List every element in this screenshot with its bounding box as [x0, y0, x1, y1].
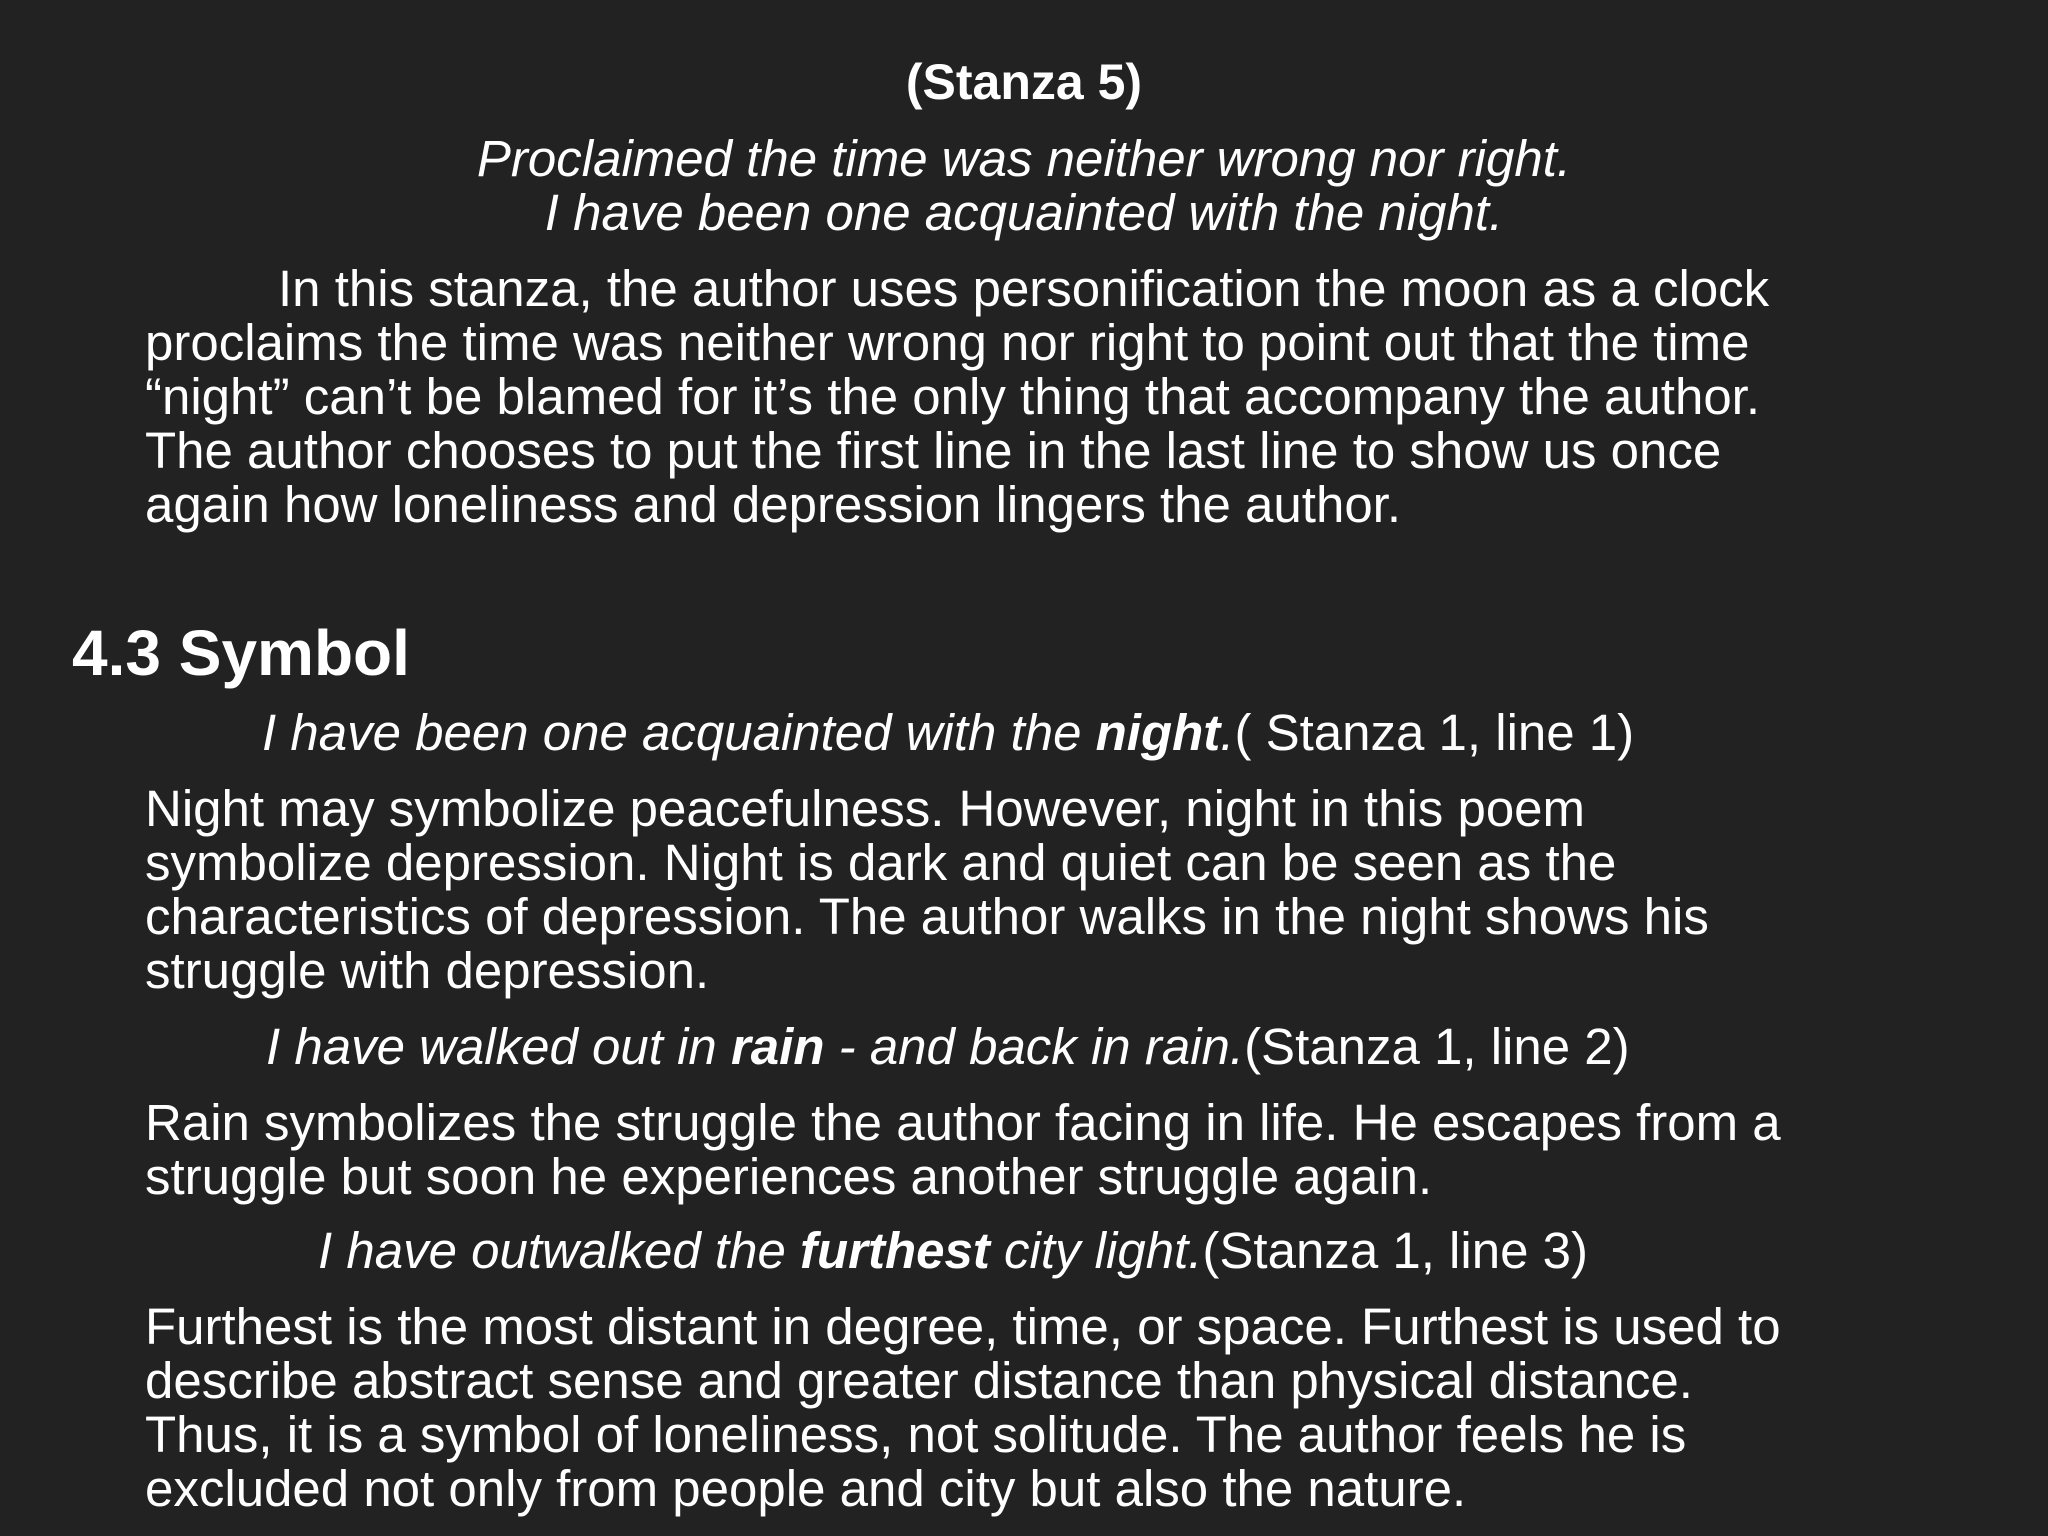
paragraph-line: In this stanza, the author uses personification the moon as a clock [278, 260, 1770, 317]
quote-text: city light. [989, 1222, 1203, 1279]
quote-text: I have outwalked the [318, 1222, 800, 1279]
paragraph-line: struggle but soon he experiences another struggle again. [145, 1148, 1433, 1205]
stanza-title: (Stanza 5) [905, 54, 1143, 110]
paragraph-line: excluded not only from people and city but also the nature. [145, 1460, 1467, 1517]
section-heading: 4.3 Symbol [72, 617, 410, 689]
paragraph-line: proclaims the time was neither wrong nor right to point out that the time [145, 314, 1750, 371]
paragraph-line: describe abstract sense and greater distance than physical distance. [145, 1352, 1693, 1409]
paragraph-line: “night” can’t be blamed for it’s the only thing that accompany the author. [145, 368, 1761, 425]
paragraph-line: struggle with depression. [145, 942, 710, 999]
quote-text: . [1220, 704, 1235, 761]
paragraph-line: again how loneliness and depression lingers the author. [145, 476, 1402, 533]
quote-reference: (Stanza 1, line 2) [1244, 1018, 1630, 1075]
quote-keyword: night [1095, 704, 1221, 761]
verse-line: Proclaimed the time was neither wrong nor right. [476, 130, 1572, 187]
quote-keyword: furthest [800, 1222, 990, 1279]
paragraph-line: The author chooses to put the first line in the last line to show us once [145, 422, 1722, 479]
paragraph-line: Night may symbolize peacefulness. However, night in this poem [145, 780, 1586, 837]
paragraph-line: symbolize depression. Night is dark and quiet can be seen as the [145, 834, 1617, 891]
quote-keyword: rain [730, 1018, 825, 1075]
paragraph-line: characteristics of depression. The author walks in the night shows his [145, 888, 1709, 945]
quote-text: I have walked out in [266, 1018, 731, 1075]
quote-line [266, 1020, 1630, 1074]
paragraph-line: Rain symbolizes the struggle the author facing in life. He escapes from a [145, 1094, 1781, 1151]
paragraph-line: Furthest is the most distant in degree, time, or space. Furthest is used to [145, 1298, 1781, 1355]
quote-text: I have been one acquainted with the [262, 704, 1096, 761]
quote-line [262, 706, 1634, 760]
verse-line: I have been one acquainted with the night. [544, 184, 1504, 241]
quote-text: - and back in rain. [824, 1018, 1245, 1075]
paragraph-line: Thus, it is a symbol of loneliness, not solitude. The author feels he is [145, 1406, 1687, 1463]
quote-line [318, 1224, 1588, 1278]
quote-reference: ( Stanza 1, line 1) [1234, 704, 1635, 761]
quote-reference: (Stanza 1, line 3) [1202, 1222, 1588, 1279]
